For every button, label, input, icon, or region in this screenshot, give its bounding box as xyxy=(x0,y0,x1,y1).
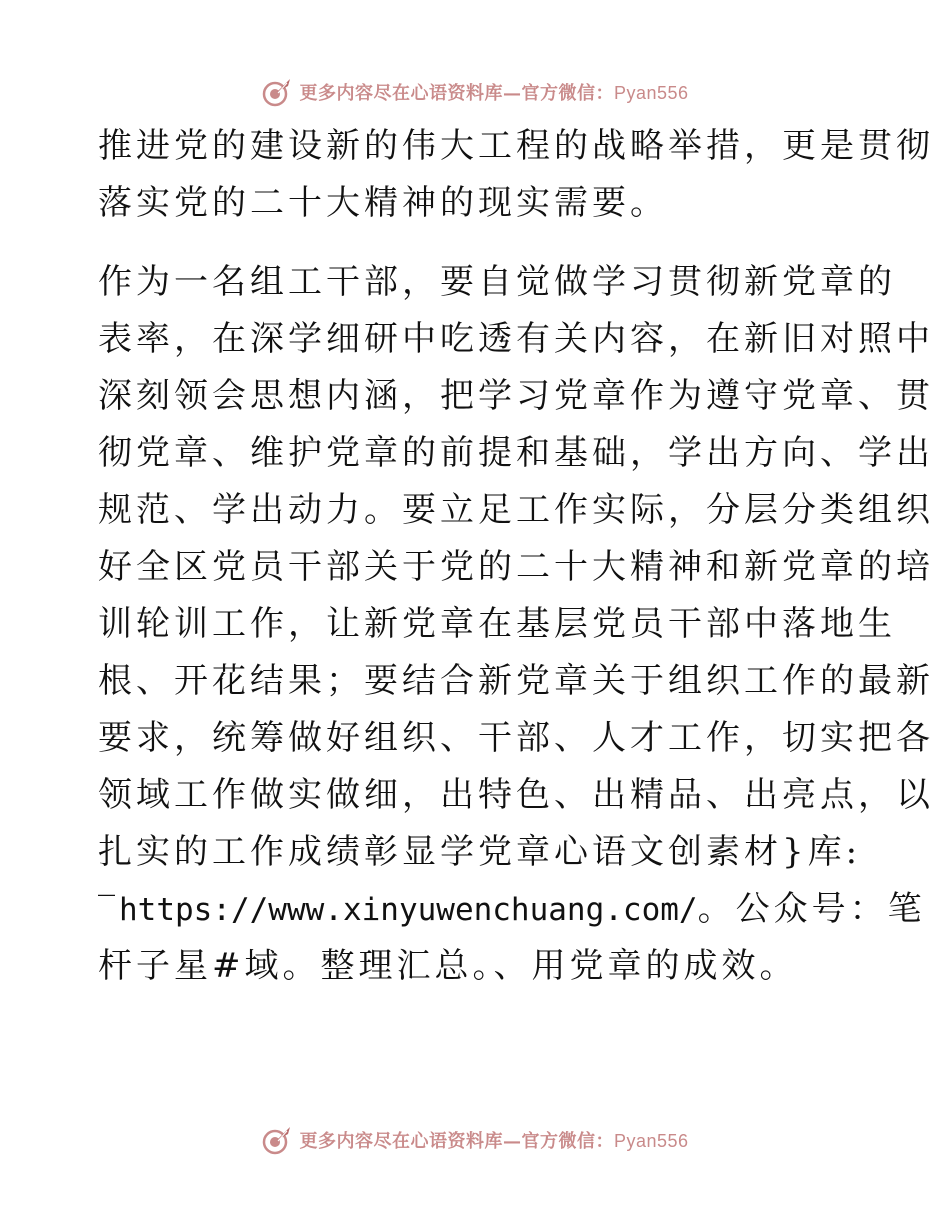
text-line: 彻党章、维护党章的前提和基础，学出方向、学出 xyxy=(98,433,934,473)
text-line: 扎实的工作成绩彰显学党章心语文创素材}库: xyxy=(98,832,862,872)
paragraph-spacer xyxy=(98,232,858,254)
text-line: 杆子星#域。整理汇总。、用党章的成效。 xyxy=(98,946,798,986)
paragraph-2 xyxy=(98,254,934,995)
text-line: 作为一名组工干部，要自觉做学习贯彻新党章的 xyxy=(98,262,896,302)
url-trailing-text: 。公众号：笔 xyxy=(697,889,926,929)
watermark-text: 更多内容尽在心语资料库—官方微信：Pyan556 xyxy=(299,83,689,104)
text-line: 表率，在深学细研中吃透有关内容，在新旧对照中 xyxy=(98,319,934,359)
text-line: 根、开花结果；要结合新党章关于组织工作的最新 xyxy=(98,661,934,701)
text-line: 落实党的二十大精神的现实需要。 xyxy=(98,183,668,223)
text-line: 推进党的建设新的伟大工程的战略举措，更是贯彻 xyxy=(98,126,934,166)
paragraph-1 xyxy=(98,118,934,232)
text-line: 要求，统筹做好组织、干部、人才工作，切实把各 xyxy=(98,718,934,758)
quill-logo-icon xyxy=(261,76,293,108)
watermark-handle: Pyan556 xyxy=(613,1131,689,1151)
text-line: 深刻领会思想内涵，把学习党章作为遵守党章、贯 xyxy=(98,376,934,416)
url-text: https://www.xinyuwenchuang.com/ xyxy=(119,892,698,928)
text-line: 好全区党员干部关于党的二十大精神和新党章的培 xyxy=(98,547,934,587)
footer-watermark xyxy=(0,1120,950,1160)
url-text-line xyxy=(98,881,926,938)
watermark-group xyxy=(261,76,688,108)
watermark-group xyxy=(261,1124,688,1156)
watermark-text: 更多内容尽在心语资料库—官方微信：Pyan556 xyxy=(299,1131,689,1152)
header-watermark xyxy=(0,72,950,112)
text-line: 训轮训工作，让新党章在基层党员干部中落地生 xyxy=(98,604,896,644)
watermark-handle: Pyan556 xyxy=(613,83,689,103)
overline-mark: ‾ xyxy=(98,889,119,929)
document-body xyxy=(98,118,934,995)
quill-logo-icon xyxy=(261,1124,293,1156)
text-line: 规范、学出动力。要立足工作实际，分层分类组织 xyxy=(98,490,934,530)
text-line: 领域工作做实做细，出特色、出精品、出亮点，以 xyxy=(98,775,934,815)
